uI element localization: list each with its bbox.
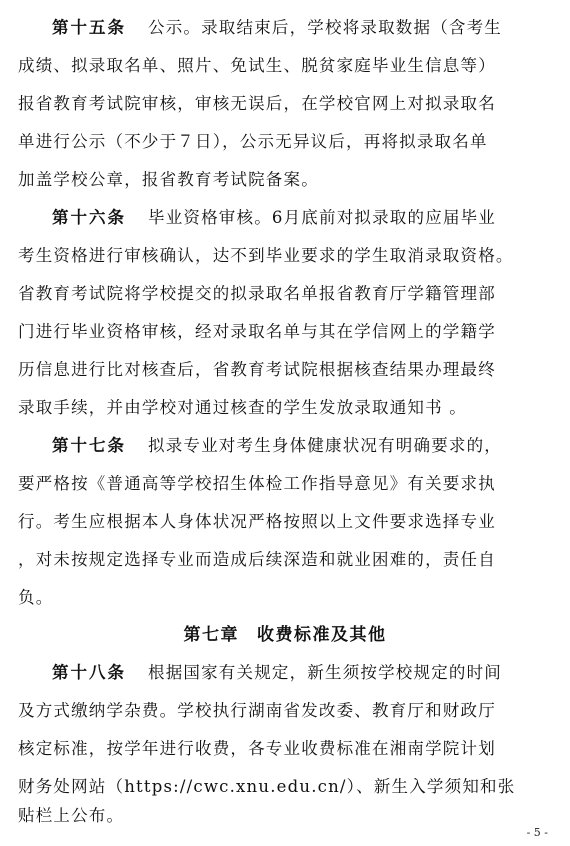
article-17-line-5: 负。 [18, 588, 54, 607]
article-15-number: 第十五条 [52, 18, 126, 37]
article-18-line-1 [52, 663, 502, 683]
article-16-line-3: 省教育考试院将学校提交的拟录取名单报省教育厅学籍管理部 [18, 284, 496, 303]
article-18-text-1: 根据国家有关规定，新生须按学校规定的时间 [148, 663, 502, 682]
article-17-number: 第十七条 [52, 436, 126, 455]
article-16-line-4: 门进行毕业资格审核，经对录取名单与其在学信网上的学籍学 [18, 322, 496, 341]
article-17-line-4: ，对未按规定选择专业而造成后续深造和就业困难的，责任自 [18, 550, 496, 569]
article-16-line-1 [52, 208, 496, 228]
article-16-text-1: 毕业资格审核。6月底前对拟录取的应届毕业 [148, 208, 496, 227]
article-16-line-2: 考生资格进行审核确认，达不到毕业要求的学生取消录取资格。 [18, 246, 514, 265]
article-17-line-2: 要严格按《普通高等学校招生体检工作指导意见》有关要求执 [18, 474, 496, 493]
article-18-line-3: 核定标准，按学年进行收费，各专业收费标准在湘南学院计划 [18, 739, 496, 758]
article-15-line-5: 加盖学校公章，报省教育考试院备案。 [18, 170, 319, 189]
article-18-line-2: 及方式缴纳学杂费。学校执行湖南省发改委、教育厅和财政厅 [18, 701, 496, 720]
article-15-line-1 [52, 18, 502, 38]
article-17-text-1: 拟录专业对考生身体健康状况有明确要求的， [148, 436, 502, 455]
article-17-line-3: 行。考生应根据本人身体状况严格按照以上文件要求选择专业 [18, 512, 496, 531]
article-16-line-6: 录取手续，并由学校对通过核查的学生发放录取通知书 。 [18, 398, 467, 417]
article-18-line-5: 贴栏上公布。 [18, 806, 125, 825]
article-15-text-1: 公示。录取结束后，学校将录取数据（含考生 [148, 18, 502, 37]
article-18-number: 第十八条 [52, 663, 126, 682]
article-15-line-4: 单进行公示（不少于７日），公示无异议后，再将拟录取名单 [18, 132, 488, 151]
article-15-line-2: 成绩、拟录取名单、照片、免试生、脱贫家庭毕业生信息等） [18, 56, 496, 75]
article-15-line-3: 报省教育考试院审核，审核无误后，在学校官网上对拟录取名 [18, 94, 496, 113]
article-16-line-5: 历信息进行比对核查后，省教育考试院根据核查结果办理最终 [18, 360, 496, 379]
page-number: - 5 - [526, 826, 548, 839]
chapter-title: 收费标准及其他 [257, 625, 387, 645]
chapter-number: 第七章 [183, 625, 239, 645]
article-17-line-1 [52, 436, 502, 456]
article-16-number: 第十六条 [52, 208, 126, 227]
chapter-heading [0, 625, 570, 645]
article-18-line-4: 财务处网站（https://cwc.xnu.edu.cn/）、新生入学须知和张 [18, 777, 516, 796]
